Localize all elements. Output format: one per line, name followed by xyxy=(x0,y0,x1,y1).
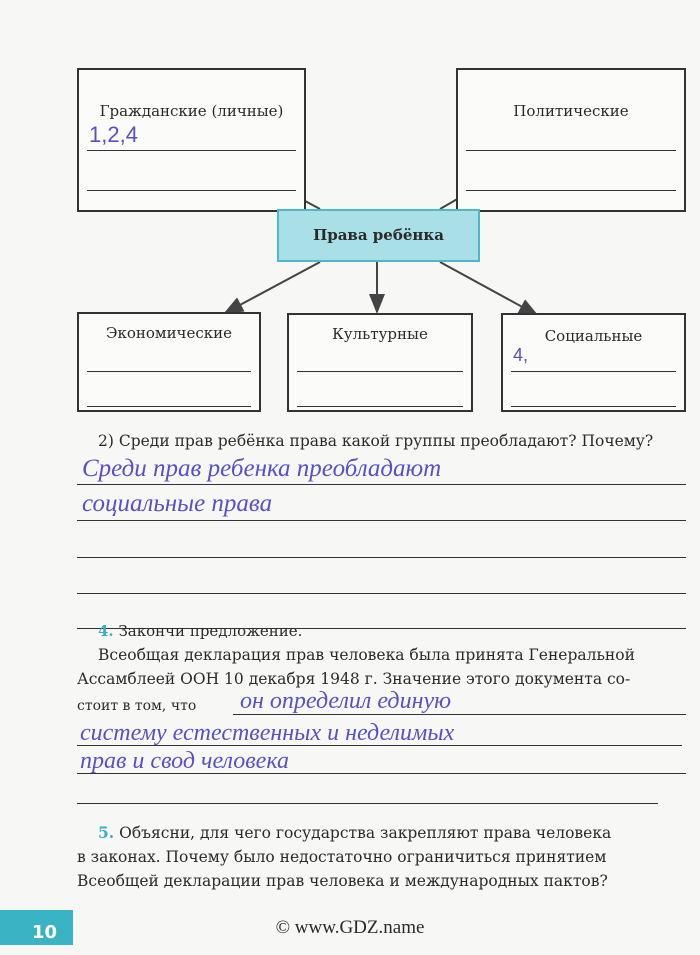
box-cultural xyxy=(287,313,473,412)
box-title: Гражданские (личные) xyxy=(99,102,284,120)
task-5-text: 5. Объясни, для чего государства закрепляют права человека xyxy=(98,823,612,842)
box-civil xyxy=(77,68,306,212)
box-answer[interactable]: 4, xyxy=(513,345,529,365)
answer-2-line-1[interactable]: Среди прав ребенка преобладают xyxy=(82,455,442,482)
task-4-text: Ассамблеей ООН 10 декабря 1948 г. Значение этого документа со- xyxy=(77,670,631,688)
box-title: Социальные xyxy=(544,327,643,345)
box-answer[interactable]: 1,2,4 xyxy=(89,122,138,147)
arrow-economic xyxy=(225,262,320,313)
answer-4-line-3[interactable]: прав и свод человека xyxy=(80,748,289,774)
box-title: Политические xyxy=(513,102,629,120)
task-5-text: Всеобщей декларации прав человека и международных пактов? xyxy=(77,872,608,890)
box-political xyxy=(456,68,686,212)
task-4-text: стоит в том, что xyxy=(77,698,197,714)
task-5-text: в законах. Почему было недостаточно ограничиться принятием xyxy=(77,848,607,866)
box-title: Экономические xyxy=(105,324,233,342)
answer-2-line-2[interactable]: социальные права xyxy=(82,490,273,517)
answer-4-line-1[interactable]: он определил единую xyxy=(240,688,452,714)
page-number: 10 xyxy=(0,910,73,945)
box-economic xyxy=(77,312,261,412)
task-4-heading: 4. Закончи предложение. xyxy=(98,622,303,640)
arrow-social xyxy=(440,262,537,315)
center-node: Права ребёнка xyxy=(277,209,480,262)
box-title: Культурные xyxy=(332,325,428,343)
question-2: 2) Среди прав ребёнка права какой группы преобладают? Почему? xyxy=(98,432,654,450)
box-social xyxy=(501,313,686,412)
answer-4-line-2[interactable]: систему естественных и неделимых xyxy=(80,720,455,746)
watermark-footer: © www.GDZ.name xyxy=(275,917,425,938)
task-4-text: Всеобщая декларация прав человека была принята Генеральной xyxy=(98,646,635,664)
